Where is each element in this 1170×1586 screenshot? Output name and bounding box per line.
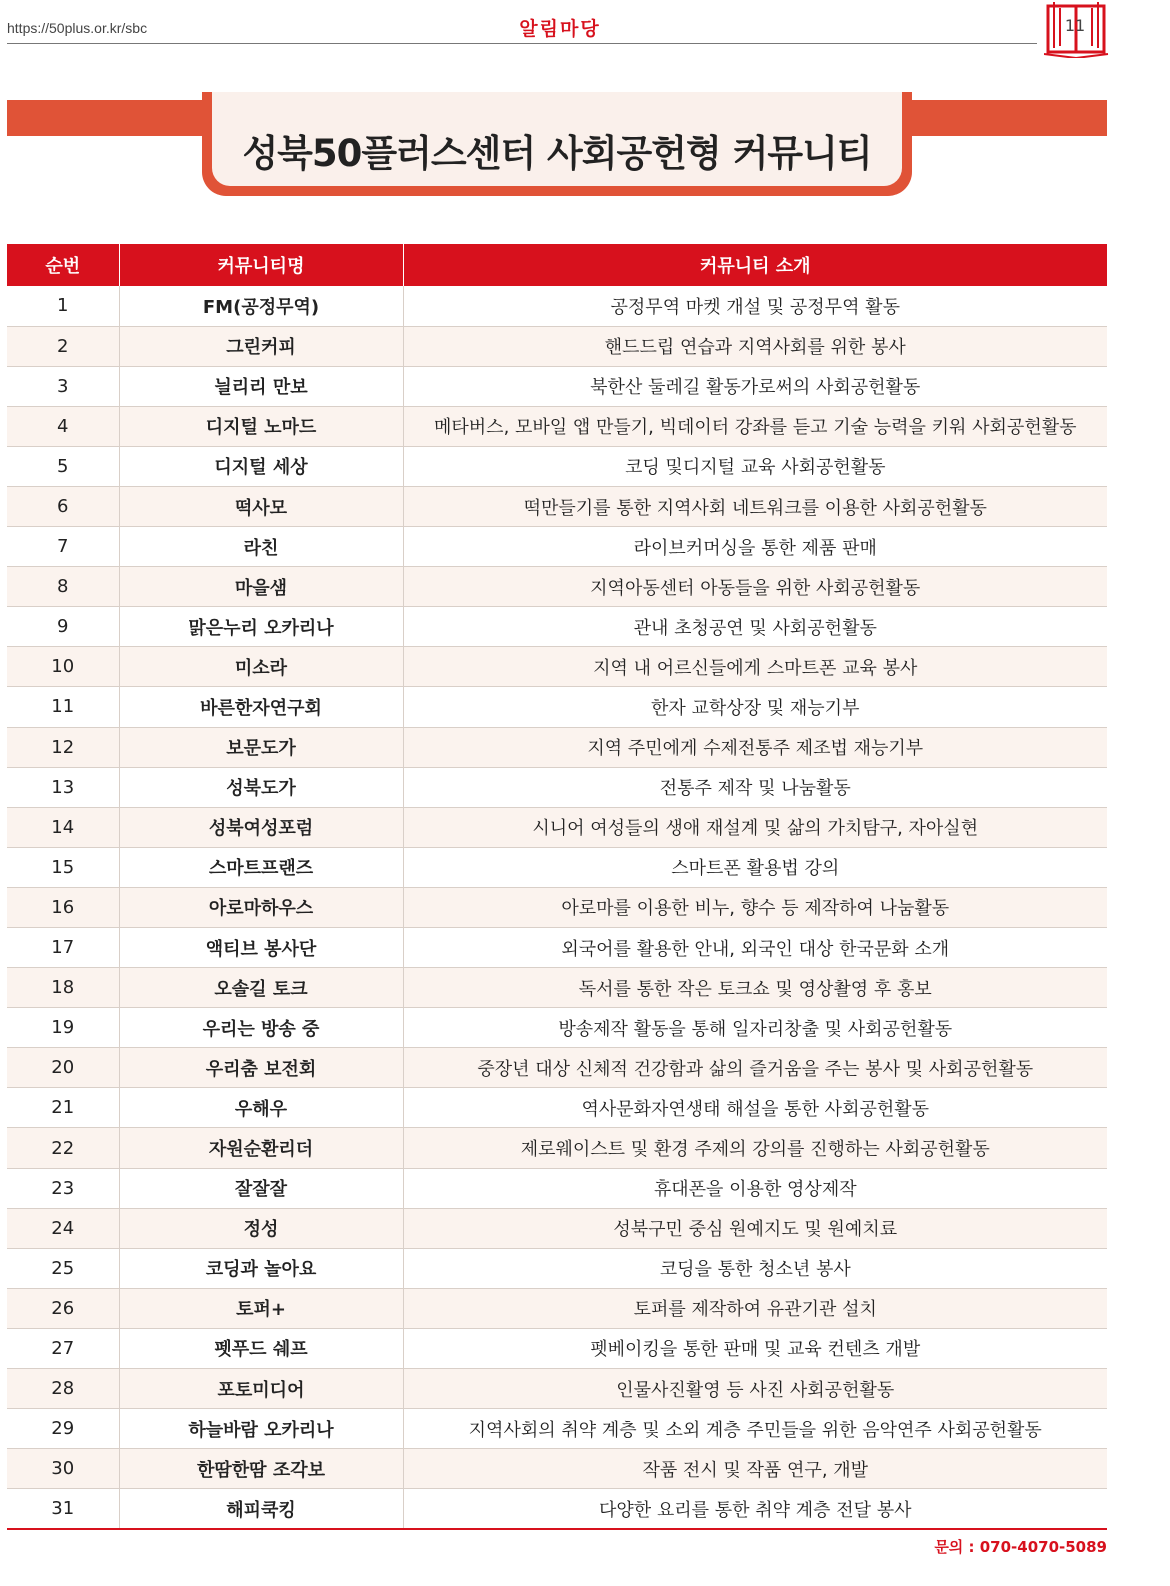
- table-row: [7, 1288, 1107, 1328]
- row-number: 4: [7, 406, 119, 446]
- table-row: [7, 887, 1107, 927]
- column-header-name: 커뮤니티명: [119, 244, 403, 286]
- row-number: 15: [7, 847, 119, 887]
- table-row: [7, 406, 1107, 446]
- community-name: 마을샘: [119, 567, 403, 607]
- table-row: [7, 366, 1107, 406]
- table-row: [7, 1088, 1107, 1128]
- row-number: 5: [7, 446, 119, 486]
- table-row: [7, 446, 1107, 486]
- table-body: [7, 286, 1107, 1529]
- community-description: 스마트폰 활용법 강의: [403, 847, 1107, 887]
- community-description: 전통주 제작 및 나눔활동: [403, 767, 1107, 807]
- community-name: 스마트프랜즈: [119, 847, 403, 887]
- community-description: 방송제작 활동을 통해 일자리창출 및 사회공헌활동: [403, 1008, 1107, 1048]
- table-row: [7, 647, 1107, 687]
- row-number: 14: [7, 807, 119, 847]
- table-row: [7, 1128, 1107, 1168]
- row-number: 28: [7, 1369, 119, 1409]
- community-description: 떡만들기를 통한 지역사회 네트워크를 이용한 사회공헌활동: [403, 486, 1107, 526]
- community-description: 라이브커머싱을 통한 제품 판매: [403, 527, 1107, 567]
- row-number: 16: [7, 887, 119, 927]
- community-name: 아로마하우스: [119, 887, 403, 927]
- row-number: 31: [7, 1489, 119, 1529]
- community-name: 디지털 세상: [119, 446, 403, 486]
- table-row: [7, 767, 1107, 807]
- community-name: FM(공정무역): [119, 286, 403, 326]
- community-name: 해피쿡킹: [119, 1489, 403, 1529]
- community-name: 그린커피: [119, 326, 403, 366]
- page-header: [0, 0, 1170, 60]
- table-row: [7, 687, 1107, 727]
- community-name: 자원순환리더: [119, 1128, 403, 1168]
- community-table: [7, 244, 1107, 1530]
- community-name: 바른한자연구회: [119, 687, 403, 727]
- community-name: 우리춤 보전회: [119, 1048, 403, 1088]
- community-name: 한땀한땀 조각보: [119, 1449, 403, 1489]
- row-number: 18: [7, 968, 119, 1008]
- page-title: 성북50플러스센터 사회공헌형 커뮤니티: [242, 132, 872, 175]
- community-name: 디지털 노마드: [119, 406, 403, 446]
- community-name: 떡사모: [119, 486, 403, 526]
- table-row: [7, 486, 1107, 526]
- row-number: 25: [7, 1248, 119, 1288]
- community-description: 아로마를 이용한 비누, 향수 등 제작하여 나눔활동: [403, 887, 1107, 927]
- column-header-number: 순번: [7, 244, 119, 286]
- table-row: [7, 807, 1107, 847]
- community-name: 늴리리 만보: [119, 366, 403, 406]
- table-row: [7, 567, 1107, 607]
- community-description: 코딩 및디지털 교육 사회공헌활동: [403, 446, 1107, 486]
- row-number: 2: [7, 326, 119, 366]
- row-number: 10: [7, 647, 119, 687]
- community-description: 다양한 요리를 통한 취약 계층 전달 봉사: [403, 1489, 1107, 1529]
- community-name: 우해우: [119, 1088, 403, 1128]
- community-name: 맑은누리 오카리나: [119, 607, 403, 647]
- row-number: 23: [7, 1168, 119, 1208]
- community-description: 공정무역 마켓 개설 및 공정무역 활동: [403, 286, 1107, 326]
- community-description: 코딩을 통한 청소년 봉사: [403, 1248, 1107, 1288]
- table-row: [7, 847, 1107, 887]
- table-row: [7, 727, 1107, 767]
- row-number: 17: [7, 928, 119, 968]
- table-row: [7, 326, 1107, 366]
- row-number: 1: [7, 286, 119, 326]
- table-row: [7, 1369, 1107, 1409]
- table-header-row: [7, 244, 1107, 286]
- row-number: 9: [7, 607, 119, 647]
- community-description: 메타버스, 모바일 앱 만들기, 빅데이터 강좌를 듣고 기술 능력을 키워 사회공헌활동: [403, 406, 1107, 446]
- page-number-badge: [1044, 0, 1110, 58]
- row-number: 26: [7, 1288, 119, 1328]
- community-description: 지역사회의 취약 계층 및 소외 계층 주민들을 위한 음악연주 사회공헌활동: [403, 1409, 1107, 1449]
- row-number: 22: [7, 1128, 119, 1168]
- community-description: 제로웨이스트 및 환경 주제의 강의를 진행하는 사회공헌활동: [403, 1128, 1107, 1168]
- row-number: 13: [7, 767, 119, 807]
- community-description: 시니어 여성들의 생애 재설계 및 삶의 가치탐구, 자아실현: [403, 807, 1107, 847]
- community-description: 지역 주민에게 수제전통주 제조법 재능기부: [403, 727, 1107, 767]
- row-number: 29: [7, 1409, 119, 1449]
- community-description: 지역아동센터 아동들을 위한 사회공헌활동: [403, 567, 1107, 607]
- community-description: 북한산 둘레길 활동가로써의 사회공헌활동: [403, 366, 1107, 406]
- row-number: 6: [7, 486, 119, 526]
- table-row: [7, 527, 1107, 567]
- community-description: 외국어를 활용한 안내, 외국인 대상 한국문화 소개: [403, 928, 1107, 968]
- community-name: 우리는 방송 중: [119, 1008, 403, 1048]
- community-description: 독서를 통한 작은 토크쇼 및 영상촬영 후 홍보: [403, 968, 1107, 1008]
- community-description: 휴대폰을 이용한 영상제작: [403, 1168, 1107, 1208]
- table-row: [7, 1449, 1107, 1489]
- table-row: [7, 1208, 1107, 1248]
- section-title: 알림마당: [519, 18, 601, 40]
- community-name: 포토미디어: [119, 1369, 403, 1409]
- table-row: [7, 1248, 1107, 1288]
- table-row: [7, 1489, 1107, 1529]
- table-row: [7, 968, 1107, 1008]
- community-description: 핸드드립 연습과 지역사회를 위한 봉사: [403, 326, 1107, 366]
- community-description: 인물사진활영 등 사진 사회공헌활동: [403, 1369, 1107, 1409]
- table-row: [7, 928, 1107, 968]
- table-row: [7, 1048, 1107, 1088]
- community-name: 오솔길 토크: [119, 968, 403, 1008]
- community-name: 보문도가: [119, 727, 403, 767]
- row-number: 24: [7, 1208, 119, 1248]
- community-name: 하늘바람 오카리나: [119, 1409, 403, 1449]
- header-divider: [7, 43, 1037, 44]
- table-row: [7, 1328, 1107, 1368]
- row-number: 20: [7, 1048, 119, 1088]
- community-name: 잘잘잘: [119, 1168, 403, 1208]
- row-number: 19: [7, 1008, 119, 1048]
- community-description: 중장년 대상 신체적 건강함과 삶의 즐거움을 주는 봉사 및 사회공헌활동: [403, 1048, 1107, 1088]
- community-name: 정성: [119, 1208, 403, 1248]
- row-number: 12: [7, 727, 119, 767]
- community-description: 역사문화자연생태 해설을 통한 사회공헌활동: [403, 1088, 1107, 1128]
- community-name: 성북도가: [119, 767, 403, 807]
- community-description: 지역 내 어르신들에게 스마트폰 교육 봉사: [403, 647, 1107, 687]
- site-url: https://50plus.or.kr/sbc: [7, 20, 148, 36]
- row-number: 3: [7, 366, 119, 406]
- column-header-description: 커뮤니티 소개: [699, 256, 811, 277]
- table-row: [7, 1409, 1107, 1449]
- community-name: 성북여성포럼: [119, 807, 403, 847]
- community-name: 라친: [119, 527, 403, 567]
- row-number: 30: [7, 1449, 119, 1489]
- contact-info: 문의 : 070-4070-5089: [934, 1538, 1107, 1556]
- community-description: 펫베이킹을 통한 판매 및 교육 컨텐츠 개발: [403, 1328, 1107, 1368]
- community-description: 성북구민 중심 원예지도 및 원예치료: [403, 1208, 1107, 1248]
- community-name: 액티브 봉사단: [119, 928, 403, 968]
- community-description: 작품 전시 및 작품 연구, 개발: [403, 1449, 1107, 1489]
- table-row: [7, 286, 1107, 326]
- row-number: 8: [7, 567, 119, 607]
- table-row: [7, 1168, 1107, 1208]
- row-number: 21: [7, 1088, 119, 1128]
- table-row: [7, 607, 1107, 647]
- table-row: [7, 1008, 1107, 1048]
- community-name: 미소라: [119, 647, 403, 687]
- row-number: 27: [7, 1328, 119, 1368]
- row-number: 11: [7, 687, 119, 727]
- page-number: 11: [1064, 16, 1086, 35]
- community-name: 코딩과 놀아요: [119, 1248, 403, 1288]
- community-description: 관내 초청공연 및 사회공헌활동: [403, 607, 1107, 647]
- community-description: 한자 교학상장 및 재능기부: [403, 687, 1107, 727]
- row-number: 7: [7, 527, 119, 567]
- community-description: 토퍼를 제작하여 유관기관 설치: [403, 1288, 1107, 1328]
- community-name: 펫푸드 쉐프: [119, 1328, 403, 1368]
- community-name: 토퍼+: [119, 1288, 403, 1328]
